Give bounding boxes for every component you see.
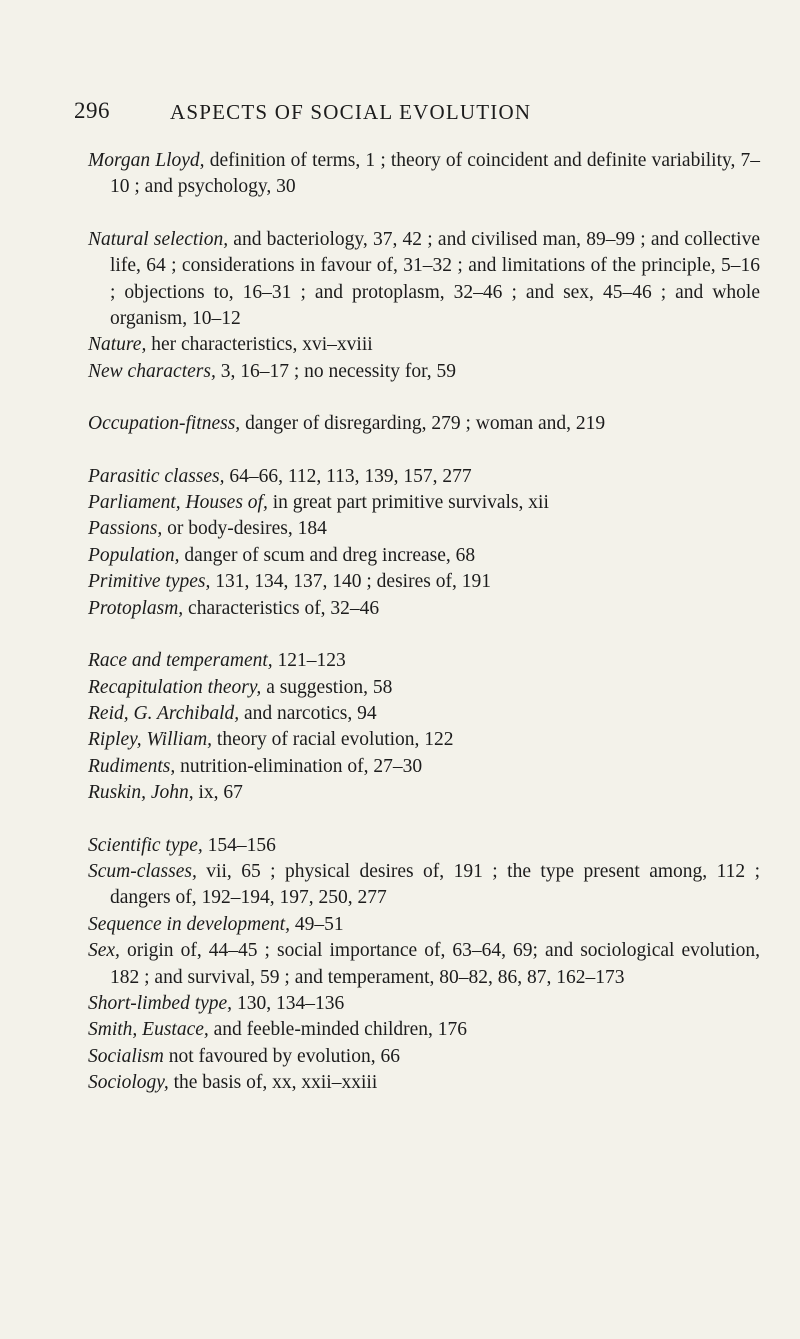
- index-group: [88, 148, 760, 201]
- index-entry-heading: Scum-classes,: [88, 860, 197, 882]
- index-entry: [88, 332, 760, 358]
- index-entry: [88, 859, 760, 912]
- index-entry: [88, 411, 760, 437]
- index-entry-references: origin of, 44–45 ; social importance of, 63–64, 69; and sociological evolution, 182 ; and survival, 59 ; and temperament, 80–82, 86, 87, 162–173: [110, 940, 760, 988]
- index-entry-heading: Morgan Lloyd,: [88, 150, 205, 171]
- index-entry: [88, 648, 760, 674]
- index-group: [88, 411, 760, 437]
- index-entry-references: 130, 134–136: [232, 992, 345, 1014]
- index-entry: [88, 991, 760, 1017]
- index-entry: [88, 1044, 760, 1070]
- page-header: [74, 98, 734, 134]
- index-entry-heading: Natural selection,: [88, 228, 229, 250]
- index-entry-references: or body-desires, 184: [162, 518, 327, 540]
- index-entry-heading: Ruskin, John,: [88, 782, 194, 804]
- index-entry: [88, 359, 760, 385]
- index-entry-references: danger of disregarding, 279 ; woman and, 219: [240, 413, 606, 435]
- index-entry-heading: Parasitic classes,: [88, 465, 225, 487]
- index-entry-heading: New characters,: [88, 360, 216, 382]
- index-entry-references: definition of terms, 1 ; theory of coincident and definite variability, 7–10 ; and psychology, 30: [110, 150, 761, 198]
- index-entry-heading: Sociology,: [88, 1072, 169, 1094]
- index-group: [88, 464, 760, 622]
- index-entry-references: and narcotics, 94: [239, 702, 377, 724]
- index-entry-heading: Sex,: [88, 940, 120, 962]
- index-entry: [88, 675, 760, 701]
- index-entry-heading: Protoplasm,: [88, 597, 184, 619]
- index-entry-references: theory of racial evolution, 122: [212, 729, 454, 751]
- index-entry: [88, 490, 760, 516]
- index-entry-heading: Smith, Eustace,: [88, 1019, 209, 1041]
- page-number: 296: [74, 98, 110, 123]
- index-entry-heading: Sequence in development,: [88, 913, 290, 935]
- index-entry: [88, 596, 760, 622]
- index-entry: [88, 1070, 760, 1096]
- index-entry-references: danger of scum and dreg increase, 68: [179, 544, 476, 566]
- index-entry-heading: Race and temperament,: [88, 650, 273, 672]
- index-entry-heading: Primitive types,: [88, 571, 211, 593]
- index-entry-references: 131, 134, 137, 140 ; desires of, 191: [210, 571, 491, 593]
- index-entry: [88, 1017, 760, 1043]
- index-entry: [88, 754, 760, 780]
- index-entry-references: the basis of, xx, xxii–xxiii: [168, 1072, 378, 1094]
- index-entry-heading: Parliament, Houses of,: [88, 492, 268, 514]
- index-entry: [88, 701, 760, 727]
- index-entry: [88, 912, 760, 938]
- index-entry-heading: Ripley, William,: [88, 729, 213, 751]
- index-entry-heading: Population,: [88, 544, 180, 566]
- index-entry-references: 64–66, 112, 113, 139, 157, 277: [224, 465, 472, 487]
- index-entry-references: a suggestion, 58: [261, 676, 393, 698]
- index-entry-references: in great part primitive survivals, xii: [267, 492, 549, 514]
- index-entry: [88, 543, 760, 569]
- index-entry-references: characteristics of, 32–46: [183, 597, 380, 619]
- index-entry: [88, 227, 760, 333]
- index-entry: [88, 938, 760, 991]
- index-entry-references: 121–123: [272, 650, 346, 672]
- index-entry: [88, 464, 760, 490]
- index-entry-heading: Nature,: [88, 334, 147, 356]
- index-group: [88, 833, 760, 1097]
- index-entry-heading: Recapitulation theory,: [88, 676, 262, 698]
- index-entry: [88, 727, 760, 753]
- index-entry-references: her characteristics, xvi–xviii: [146, 334, 373, 356]
- index-list: [88, 148, 760, 1097]
- index-entry-heading: Scientific type,: [88, 834, 203, 856]
- running-title: ASPECTS OF SOCIAL EVOLUTION: [170, 100, 532, 124]
- index-entry-heading: Socialism: [88, 1045, 164, 1067]
- index-entry-heading: Passions,: [88, 518, 163, 540]
- index-group: [88, 227, 760, 385]
- index-entry: [88, 148, 760, 201]
- index-entry-heading: Short-limbed type,: [88, 992, 233, 1014]
- index-entry: [88, 569, 760, 595]
- index-entry-references: 3, 16–17 ; no necessity for, 59: [215, 360, 457, 382]
- index-entry-references: nutrition-elimination of, 27–30: [175, 755, 423, 777]
- index-entry-heading: Reid, G. Archibald,: [88, 702, 240, 724]
- index-entry-references: 49–51: [289, 913, 344, 935]
- index-entry-references: ix, 67: [193, 782, 243, 804]
- index-entry: [88, 780, 760, 806]
- index-entry-references: 154–156: [202, 834, 276, 856]
- index-entry-references: not favoured by evolution, 66: [163, 1045, 400, 1067]
- index-entry-heading: Rudiments,: [88, 755, 176, 777]
- index-entry-references: vii, 65 ; physical desires of, 191 ; the type present among, 112 ; dangers of, 192–194, 197, 250, 277: [110, 860, 760, 909]
- index-entry-references: and feeble-minded children, 176: [208, 1019, 468, 1041]
- index-entry: [88, 516, 760, 542]
- index-entry: [88, 833, 760, 859]
- index-group: [88, 648, 760, 806]
- index-entry-references: and bacteriology, 37, 42 ; and civilised man, 89–99 ; and collective life, 64 ; considerations in favour of, 31–32 ; and limitations of the principle, 5–16 ; objections to, 16–31 ; and protoplasm, 32–46 ; and sex, 45–46 ; and whole organism, 10–12: [110, 228, 760, 330]
- index-entry-heading: Occupation-fitness,: [88, 413, 241, 435]
